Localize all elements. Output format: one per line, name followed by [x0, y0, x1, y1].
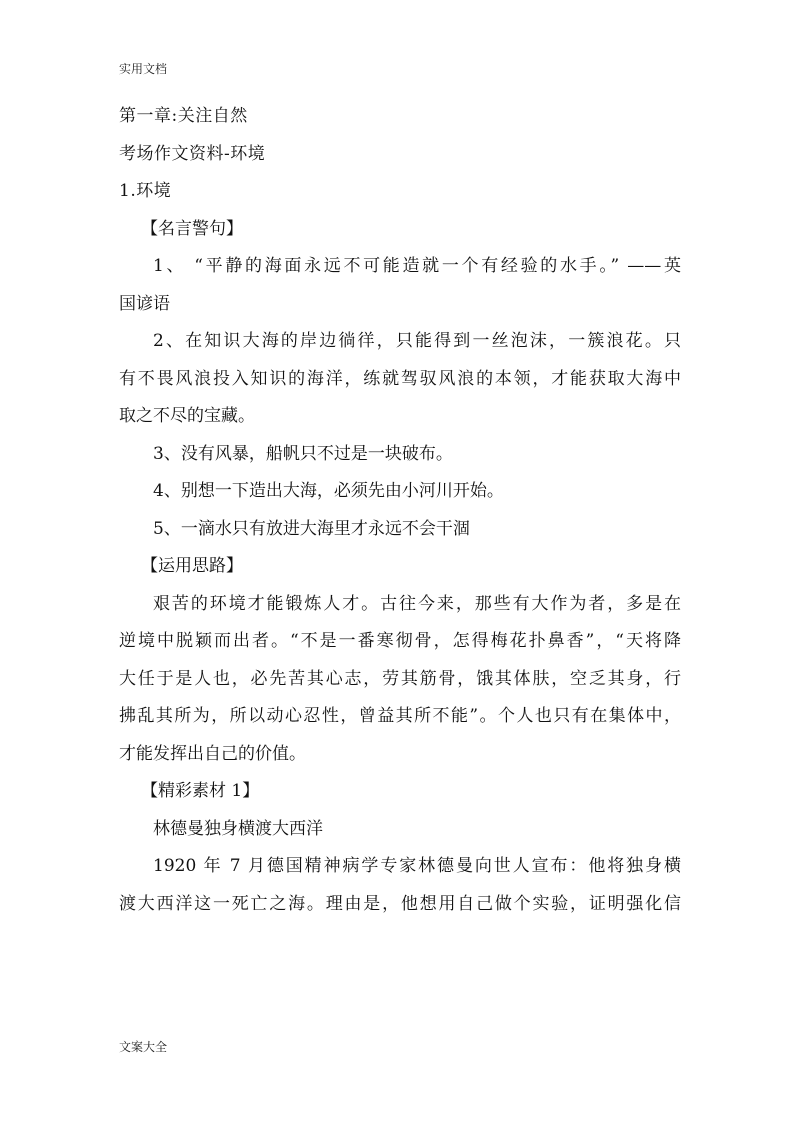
material-title: 林德曼独身横渡大西洋 [153, 818, 323, 839]
quote-1-line-2: 国谚语 [119, 293, 170, 314]
page-footer-label: 文案大全 [119, 1040, 168, 1054]
ideas-heading: 【运用思路】 [141, 556, 243, 576]
quotes-heading: 【名言警句】 [141, 218, 243, 239]
document-body [119, 98, 681, 923]
quote-5: 5、一滴水只有放进大海里才永远不会干涸 [153, 518, 470, 539]
chapter-title: 第一章:关注自然 [119, 106, 248, 126]
ideas-line-3: 大任于是人也，必先苦其心志，劳其筋骨，饿其体肤，空乏其身，行 [119, 668, 681, 689]
quote-1-line-1: 1、 “平静的海面永远不可能造就一个有经验的水手。” ——英 [153, 256, 681, 276]
ideas-line-2: 逆境中脱颖而出者。“不是一番寒彻骨，怎得梅花扑鼻香”，“天将降 [119, 631, 681, 651]
material-line-2: 渡大西洋这一死亡之海。理由是，他想用自己做个实验，证明强化信 [119, 893, 681, 914]
quote-3: 3、没有风暴，船帆只不过是一块破布。 [153, 443, 453, 464]
page-header-label: 实用文档 [119, 62, 168, 76]
quote-2-line-2: 有不畏风浪投入知识的海洋，练就驾驭风浪的本领，才能获取大海中 [119, 368, 681, 389]
material-line-1: 1920 年 7 月德国精神病学专家林德曼向世人宣布：他将独身横 [153, 856, 681, 876]
quote-2-line-1: 2、在知识大海的岸边徜徉，只能得到一丝泡沫，一簇浪花。只 [153, 331, 681, 351]
ideas-line-1: 艰苦的环境才能锻炼人才。古往今来，那些有大作为者，多是在 [153, 593, 681, 614]
quote-2-line-3: 取之不尽的宝藏。 [119, 406, 255, 426]
quote-4: 4、别想一下造出大海，必须先由小河川开始。 [153, 481, 504, 501]
ideas-line-5: 才能发挥出自己的价值。 [119, 743, 306, 764]
section-title: 1.环境 [119, 181, 172, 201]
document-subtitle: 考场作文资料-环境 [119, 143, 266, 164]
ideas-line-4: 拂乱其所为，所以动心忍性，曾益其所不能”。个人也只有在集体中， [119, 706, 681, 726]
material-heading: 【精彩素材 1】 [141, 781, 260, 801]
